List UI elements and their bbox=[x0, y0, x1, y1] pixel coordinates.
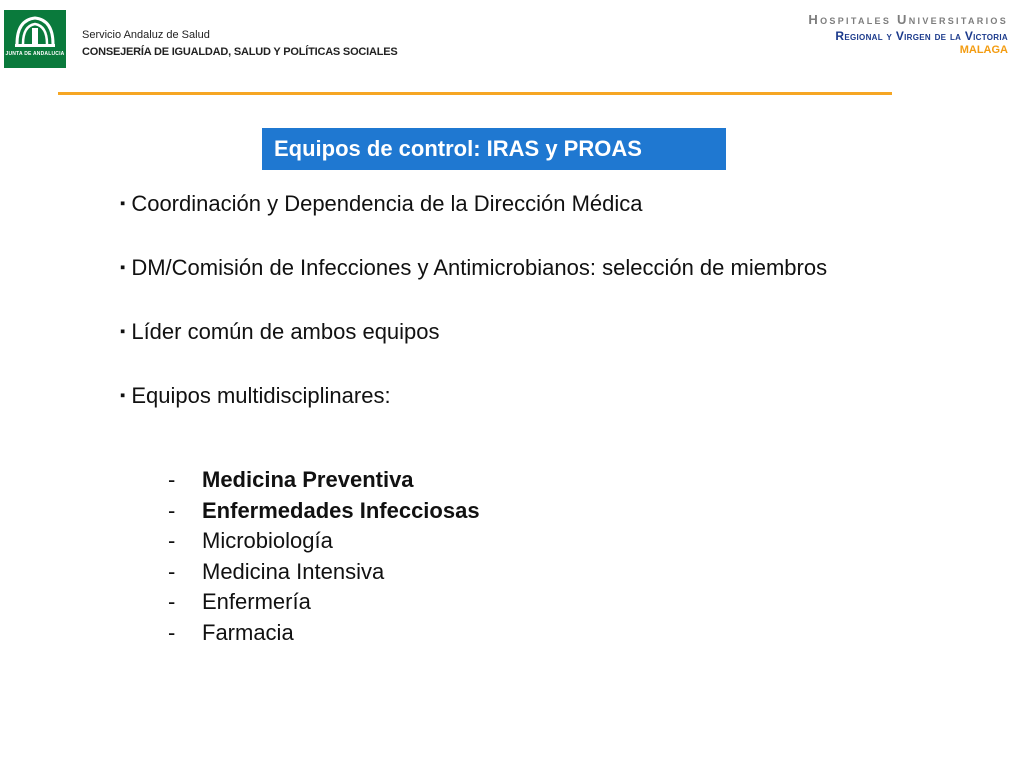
hospital-title: Hospitales Universitarios bbox=[808, 12, 1008, 27]
team-dash: - bbox=[168, 589, 176, 614]
bullet-square-icon: ▪ bbox=[120, 259, 126, 276]
org-council-name: CONSEJERÍA DE IGUALDAD, SALUD Y POLÍTICAS SOCIALES bbox=[82, 46, 398, 58]
team-item bbox=[168, 587, 480, 618]
hospital-city: MALAGA bbox=[959, 44, 1008, 56]
bullet-square-icon: ▪ bbox=[120, 387, 126, 404]
team-label: Enfermedades Infecciosas bbox=[202, 497, 480, 523]
logo-caption: JUNTA DE ANDALUCIA bbox=[5, 51, 65, 57]
team-item bbox=[168, 465, 480, 496]
bullet-item bbox=[120, 188, 872, 222]
hospital-subtitle: Regional y Virgen de la Victoria bbox=[835, 29, 1008, 43]
organization-text bbox=[82, 28, 398, 59]
team-label: Enfermería bbox=[202, 589, 311, 614]
bullet-text: Equipos multidisciplinares: bbox=[131, 383, 391, 408]
junta-andalucia-logo bbox=[4, 10, 66, 68]
team-item bbox=[168, 496, 480, 527]
team-dash: - bbox=[168, 467, 176, 492]
team-dash: - bbox=[168, 497, 176, 523]
team-item bbox=[168, 526, 480, 557]
team-list bbox=[168, 465, 480, 648]
team-item bbox=[168, 557, 480, 588]
bullet-item bbox=[120, 380, 872, 414]
team-dash: - bbox=[168, 558, 176, 584]
junta-emblem-icon bbox=[11, 14, 59, 48]
bullet-item bbox=[120, 316, 872, 350]
team-label: Medicina Intensiva bbox=[202, 558, 385, 584]
team-label: Medicina Preventiva bbox=[202, 467, 414, 492]
bullet-text: DM/Comisión de Infecciones y Antimicrobianos: selección de miembros bbox=[131, 255, 828, 280]
org-service-name: Servicio Andaluz de Salud bbox=[82, 29, 210, 41]
bullet-text: Líder común de ambos equipos bbox=[131, 319, 440, 344]
bullet-square-icon: ▪ bbox=[120, 323, 126, 340]
team-item bbox=[168, 618, 480, 649]
team-label: Farmacia bbox=[202, 619, 294, 645]
team-dash: - bbox=[168, 528, 176, 553]
header-divider bbox=[58, 92, 892, 95]
bullet-list bbox=[120, 188, 872, 414]
hospital-branding bbox=[808, 12, 1008, 57]
team-dash: - bbox=[168, 619, 176, 645]
bullet-square-icon: ▪ bbox=[120, 195, 126, 212]
bullet-item bbox=[120, 252, 872, 286]
slide-title: Equipos de control: IRAS y PROAS bbox=[262, 128, 726, 170]
team-label: Microbiología bbox=[202, 528, 333, 553]
bullet-text: Coordinación y Dependencia de la Dirección Médica bbox=[131, 191, 643, 216]
